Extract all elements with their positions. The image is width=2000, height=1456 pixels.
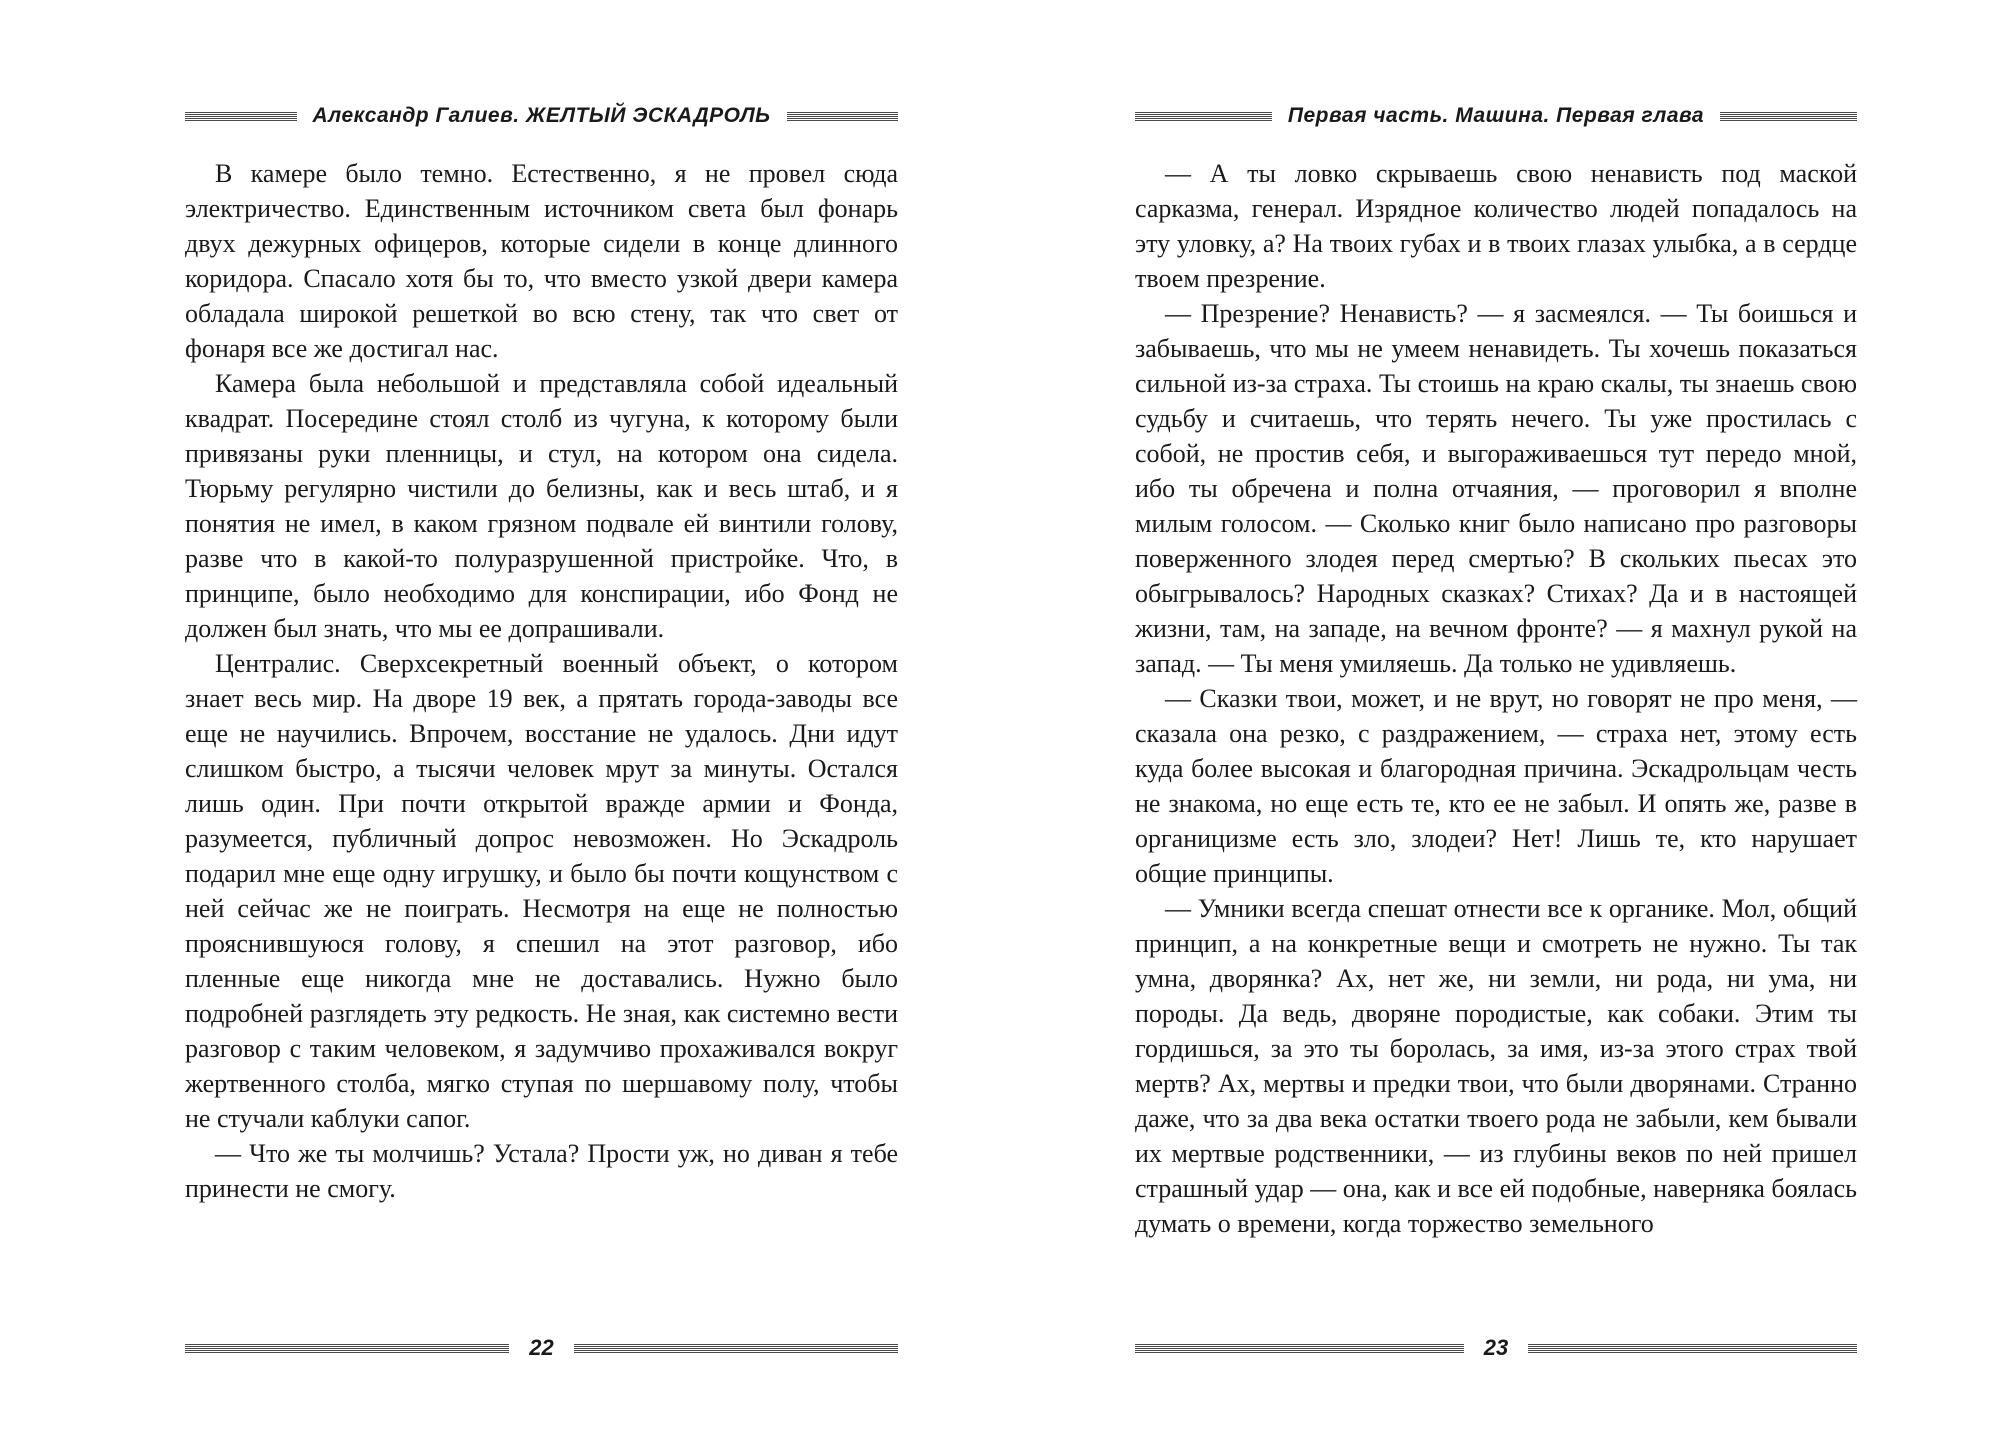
paragraph: — Умники всегда спешат отнести все к органике. Мол, общий принцип, а на конкретные вещи и смотреть не нужно. Ты так умна, дворянка? Ах, нет же, ни земли, ни рода, ни ума, ни породы. Да ведь, дворяне породистые, как собаки. Этим ты гордишься, за это ты боролась, за имя, из-за этого страх твой мертв? Ах, мертвы и предки твои, что были дворянами. Странно даже, что за два века остатки твоего рода не забыли, кем бывали их мертвые родственники, — из глубины веков по ней пришел страшный удар — она, как и все ей подобные, наверняка боялась думать о времени, когда торжество земельного xyxy=(1135,894,1857,1238)
left-page xyxy=(185,0,898,1456)
paragraph: В камере было темно. Естественно, я не провел сюда электричество. Единственным источником света был фонарь двух дежурных офицеров, которые сидели в конце длинного коридора. Спасало хотя бы то, что вместо узкой двери камера обладала широкой решеткой во всю стену, так что свет от фонаря все же достигал нас. xyxy=(185,159,898,363)
head-rule-left xyxy=(1135,112,1272,121)
paragraph: — Что же ты молчишь? Устала? Прости уж, но диван я тебе принести не смогу. xyxy=(185,1139,898,1203)
right-running-head-title: Первая часть. Машина. Первая глава xyxy=(1287,104,1705,127)
paragraph: — Презрение? Ненависть? — я засмеялся. — Ты боишься и забываешь, что мы не умеем ненавидеть. Ты хочешь показаться сильной из-за страха. Ты стоишь на краю скалы, ты знаешь свою судьбу и считаешь, что терять нечего. Ты уже простилась с собой, не простив себя, и выгораживаешься тут передо мной, ибо ты обречена и полна отчаяния, — проговорил я вполне милым голосом. — Сколько книг было написано про разговоры поверженного злодея перед смертью? В скольких пьесах это обыгрывалось? Народных сказках? Стихах? Да и в настоящей жизни, там, на западе, на вечном фронте? — я махнул рукой на запад. — Ты меня умиляешь. Да только не удивляешь. xyxy=(1135,299,1857,678)
paragraph: Камера была небольшой и представляла собой идеальный квадрат. Посередине стоял столб из чугуна, к которому были привязаны руки пленницы, и стул, на котором она сидела. Тюрьму регулярно чистили до белизны, как и весь штаб, и я понятия не имел, в каком грязном подвале ей винтили голову, разве что в какой-то полуразрушенной пристройке. Что, в принципе, было необходимо для конспирации, ибо Фонд не должен был знать, что мы ее допрашивали. xyxy=(185,369,898,643)
left-page-number: 22 xyxy=(529,1335,554,1360)
footer-rule-right xyxy=(1528,1344,1857,1353)
footer-rule-left xyxy=(185,1344,509,1353)
right-body-text xyxy=(1135,156,1857,1241)
footer-rule-left xyxy=(1135,1344,1464,1353)
right-page-number: 23 xyxy=(1483,1335,1509,1360)
head-rule-right xyxy=(1720,112,1857,121)
paragraph: Централис. Сверхсекретный военный объект, о котором знает весь мир. На дворе 19 век, а прятать города-заводы все еще не научились. Впрочем, восстание не удалось. Дни идут слишком быстро, а тысячи человек мрут за минуты. Остался лишь один. При почти открытой вражде армии и Фонда, разумеется, публичный допрос невозможен. Но Эскадроль подарил мне еще одну игрушку, и было бы почти кощунством с ней сейчас же не поиграть. Несмотря на еще не полностью прояснившуюся голову, я спешил на этот разговор, ибо пленные еще никогда мне не доставались. Нужно было подробней разглядеть эту редкость. Не зная, как системно вести разговор с таким человеком, я задумчиво прохаживался вокруг жертвенного столба, мягко ступая по шершавому полу, чтобы не стучали каблуки сапог. xyxy=(185,649,898,1133)
right-footer xyxy=(1135,1328,1857,1368)
head-rule-left xyxy=(185,112,297,121)
left-running-head-title: Александр Галиев. ЖЕЛТЫЙ ЭСКАДРОЛЬ xyxy=(312,104,771,127)
left-running-head xyxy=(185,96,898,136)
head-rule-right xyxy=(787,112,899,121)
paragraph: — Сказки твои, может, и не врут, но говорят не про меня, — сказала она резко, с раздражением, — страха нет, этому есть куда более высокая и благородная причина. Эскадрольцам честь не знакома, но еще есть те, кто ее не забыл. И опять же, разве в органицизме есть зло, злодеи? Нет! Лишь те, кто нарушает общие принципы. xyxy=(1135,684,1857,888)
left-body-text xyxy=(185,156,898,1206)
left-footer xyxy=(185,1328,898,1368)
footer-rule-right xyxy=(574,1344,898,1353)
right-page xyxy=(1135,0,1857,1456)
paragraph: — А ты ловко скрываешь свою ненависть под маской сарказма, генерал. Изрядное количество людей попадалось на эту уловку, а? На твоих губах и в твоих глазах улыбка, а в сердце твоем презрение. xyxy=(1135,159,1857,293)
right-running-head xyxy=(1135,96,1857,136)
